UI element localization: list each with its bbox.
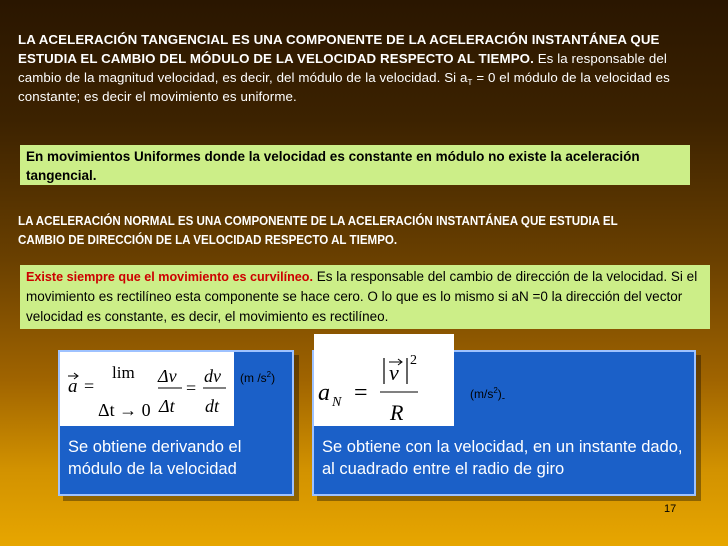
formula-lhs: a: [68, 376, 78, 397]
uniform-motion-text: En movimientos Uniformes donde la velocidad es constante en módulo no existe la aceleración tangencial.: [26, 149, 640, 183]
unit-exponent: 2: [266, 370, 272, 379]
tangential-unit: [240, 370, 275, 385]
tangential-text-a: Es la responsable del cambio de la magnitud velocidad, es decir, del módulo de la velocidad. Si a: [18, 51, 667, 85]
formula-limit-sub: Δt → 0: [98, 400, 151, 420]
uniform-motion-note: [20, 145, 690, 185]
formula-lhs: a: [318, 380, 330, 406]
formula-lim: lim: [112, 363, 135, 382]
formula-lhs-sub: N: [332, 395, 342, 410]
normal-acceleration-heading: LA ACELERACIÓN NORMAL ES UNA COMPONENTE DE LA ACELERACIÓN INSTANTÁNEA QUE ESTUDIA EL CAMBIO DE DIRECCIÓN DE LA VELOCIDAD RESPECTO AL TIEMPO.: [18, 214, 618, 247]
formula-den1: Δt: [159, 396, 175, 416]
tangential-caption: Se obtiene derivando el módulo de la velocidad: [68, 438, 242, 478]
formula-num: v: [389, 360, 399, 385]
normal-acceleration-text: Es la responsable del cambio de dirección de la velocidad. Si el movimiento es rectilíneo esta componente se hace cero. O lo que es lo mismo si aN =0 la dirección del vector velocidad es constante, es decir, el movimiento es rectilíneo.: [26, 269, 698, 324]
tangential-acceleration-heading: LA ACELERACIÓN TANGENCIAL ES UNA COMPONENTE DE LA ACELERACIÓN INSTANTÁNEA QUE ESTUDIA EL CAMBIO DEL MÓDULO DE LA VELOCIDAD RESPECTO AL TIEMPO.: [18, 32, 660, 66]
curvilinear-lead: Existe siempre que el movimiento es curvilíneo.: [26, 270, 313, 284]
tangential-formula: [60, 352, 234, 426]
normal-formula: [314, 334, 454, 426]
page-number: 17: [664, 503, 677, 515]
normal-caption: Se obtiene con la velocidad, en un instante dado, al cuadrado entre el radio de giro: [322, 438, 683, 478]
tangential-acceleration-paragraph: [18, 30, 708, 106]
formula-equals-2: =: [186, 378, 197, 398]
formula-den2: dt: [205, 396, 220, 416]
unit-tail: -: [501, 393, 506, 405]
unit-close: ): [497, 387, 502, 401]
unit-close: ): [271, 371, 276, 385]
normal-formula-svg: [314, 334, 454, 426]
normal-formula-box: [312, 350, 696, 496]
normal-unit: [470, 386, 505, 404]
formula-den: R: [390, 400, 404, 425]
formula-equals: =: [84, 376, 95, 396]
unit-base: (m /s: [240, 371, 267, 385]
normal-acceleration-note: [20, 265, 710, 329]
formula-num1: Δv: [158, 366, 177, 386]
tangential-subscript: T: [467, 78, 473, 87]
formula-exp: 2: [410, 353, 417, 368]
unit-exponent: 2: [493, 386, 498, 395]
formula-equals: =: [354, 380, 368, 406]
formula-num2: dv: [204, 366, 221, 386]
unit-base: (m/s: [470, 387, 494, 401]
tangential-formula-svg: [60, 352, 234, 426]
tangential-formula-box: [58, 350, 294, 496]
tangential-text-b: = 0 el módulo de la velocidad es constante; es decir el movimiento es uniforme.: [18, 70, 670, 104]
